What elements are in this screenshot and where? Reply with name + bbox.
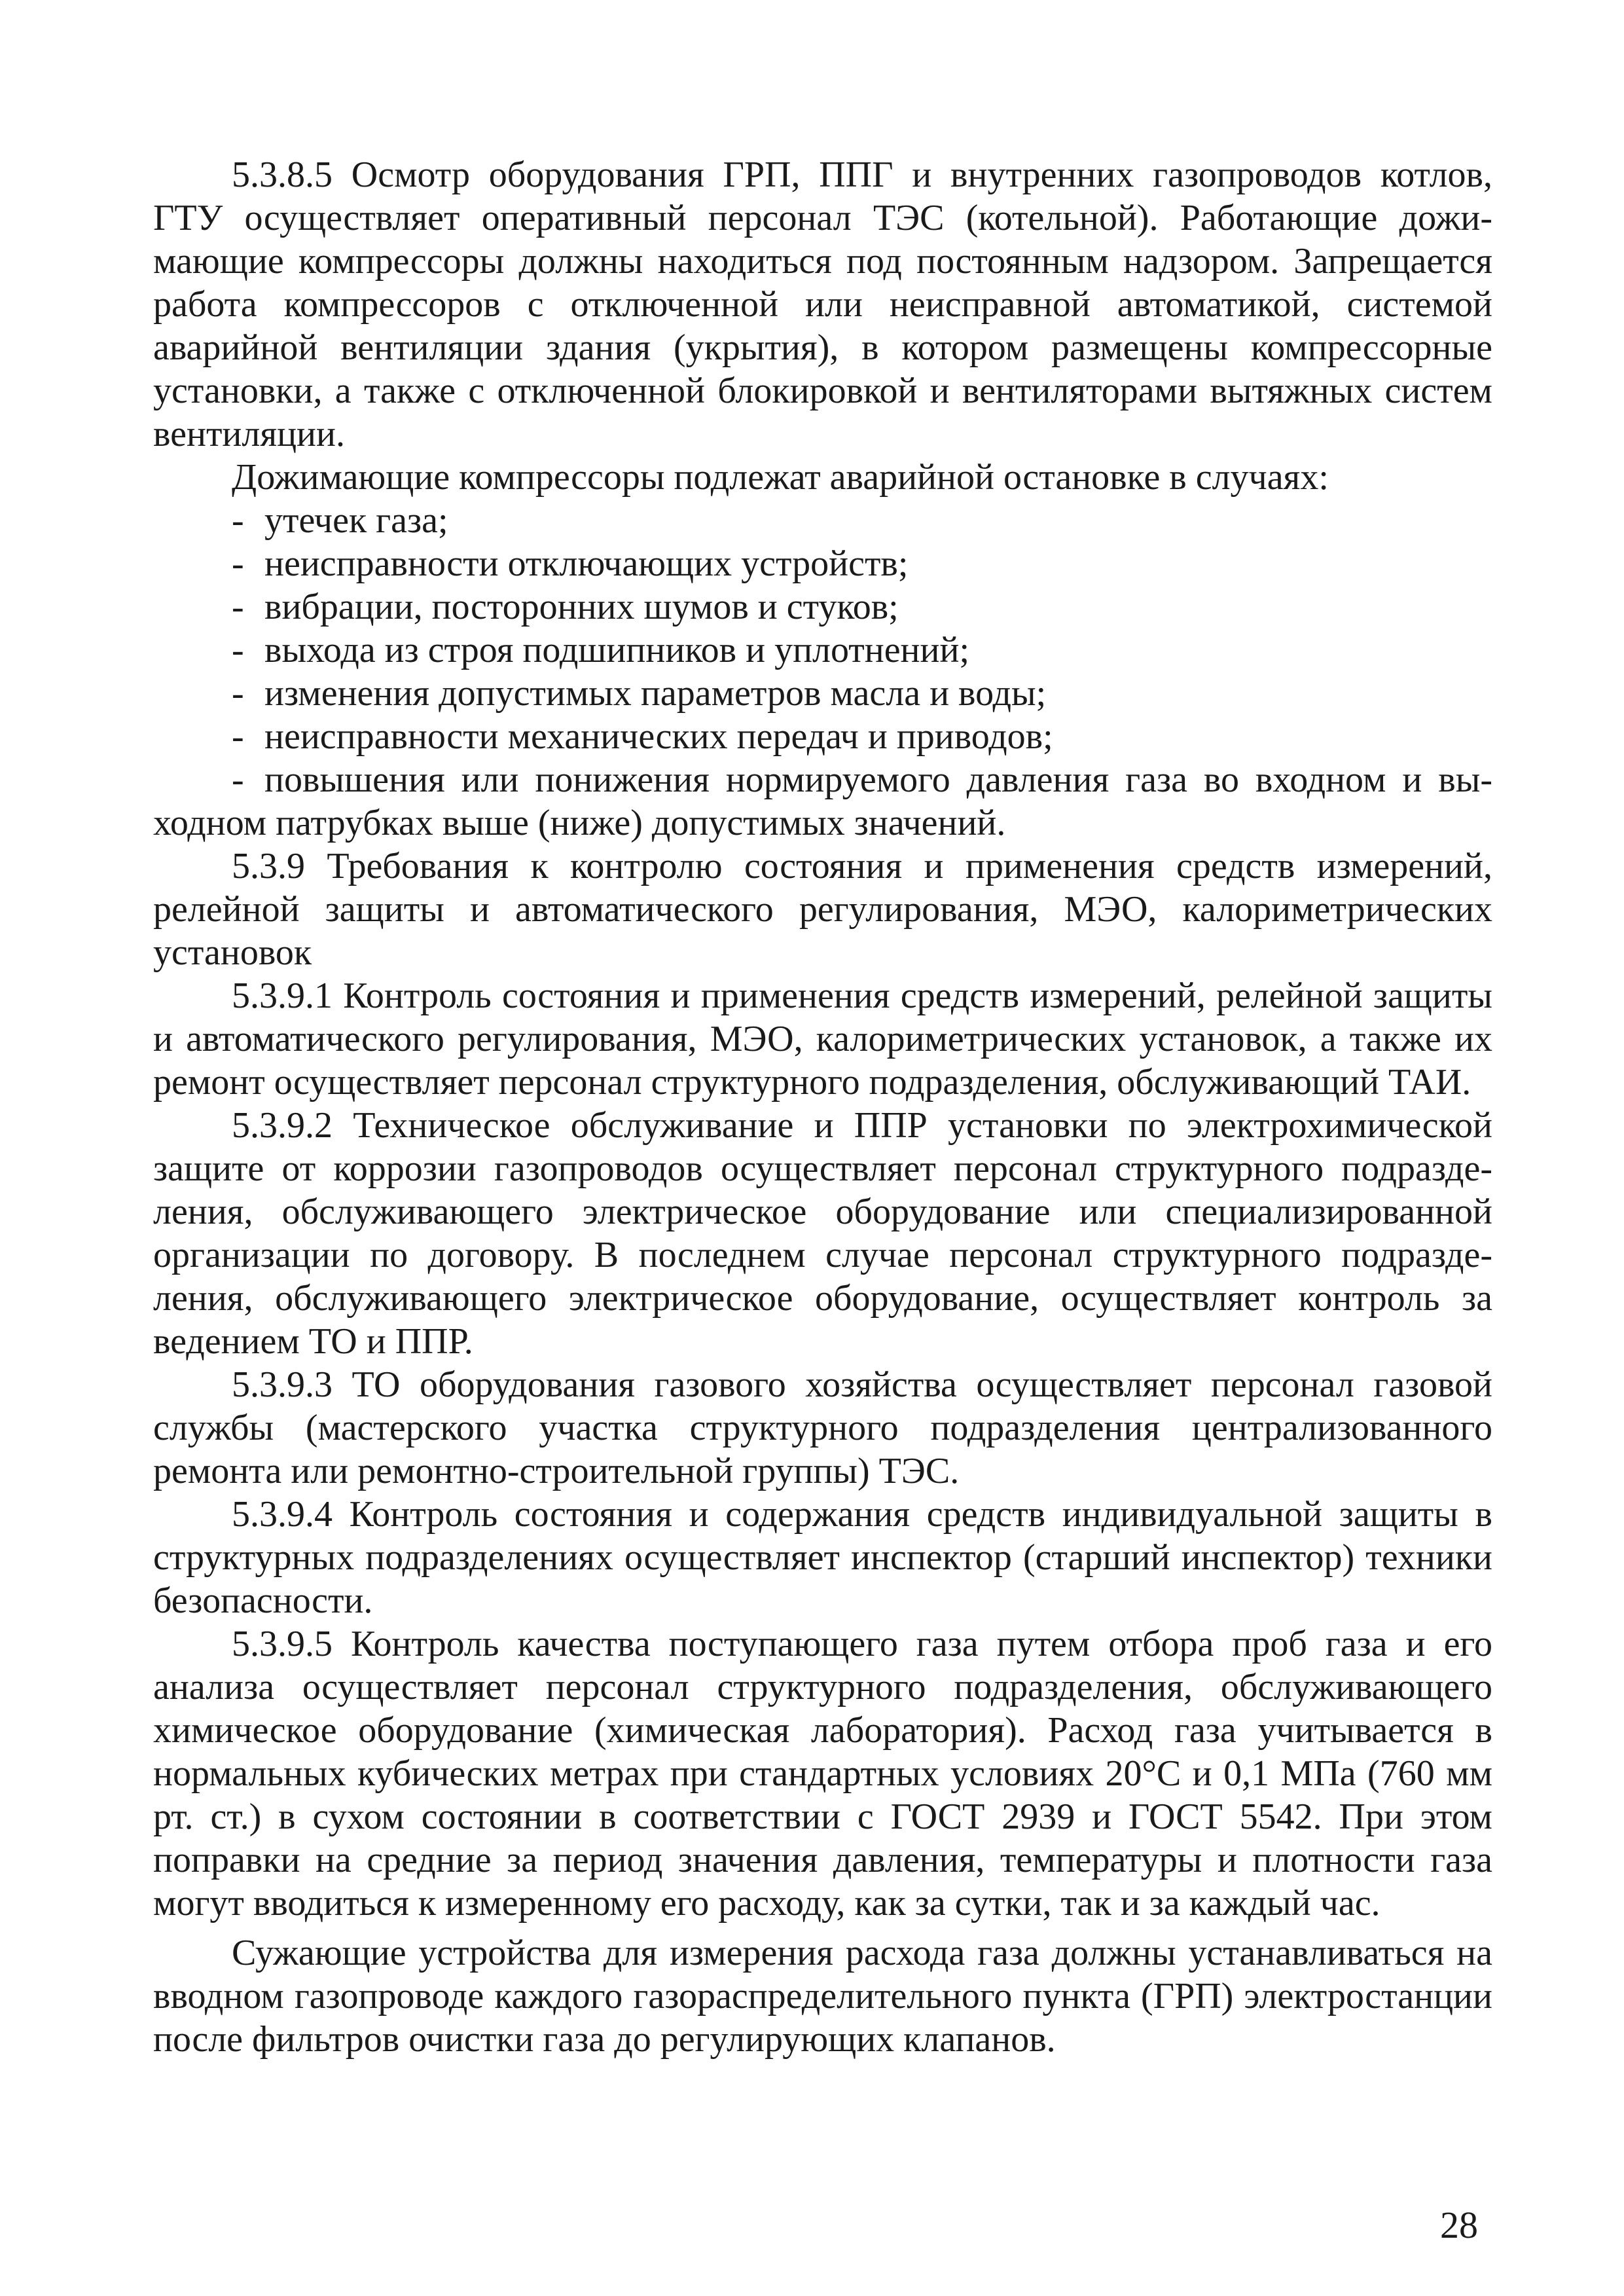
list-dash: - bbox=[232, 543, 244, 584]
list-item-text: неисправности отключающих устройств; bbox=[264, 543, 909, 584]
list-item-text: изменения допустимых параметров масла и воды; bbox=[264, 673, 1047, 714]
document-page bbox=[153, 153, 1492, 2061]
paragraph-narrowing-devices: Сужающие устройства для измерения расхода газа должны устанавливаться на вводном газопроводе каждого газораспределительного пункта (ГРП) электростанции после фильтров очистки газа до регулирующих клапанов. bbox=[153, 1933, 1492, 2060]
section-heading-5-3-9: 5.3.9 Требования к контролю состояния и применения средств измерений, релейной защиты и автоматического регулирования, МЭО, калориметрических установок bbox=[153, 846, 1492, 973]
list-item-text: повышения или понижения нормируемого давления газа во входном и выходном патрубках выше (ниже) допустимых значений. bbox=[153, 759, 1492, 843]
list-item-text: выхода из строя подшипников и уплотнений; bbox=[264, 630, 970, 670]
list-item bbox=[153, 715, 1492, 758]
list-dash: - bbox=[232, 716, 244, 757]
list-dash: - bbox=[232, 759, 244, 800]
list-dash: - bbox=[232, 500, 244, 541]
list-dash: - bbox=[232, 630, 244, 670]
list-item-text: вибрации, посторонних шумов и стуков; bbox=[264, 587, 899, 627]
page-number: 28 bbox=[1440, 2204, 1478, 2246]
list-item-text: утечек газа; bbox=[264, 500, 448, 541]
list-item bbox=[153, 629, 1492, 672]
list-item bbox=[153, 672, 1492, 715]
paragraph-5-3-9-5: 5.3.9.5 Контроль качества поступающего газа путем отбора проб газа и его анализа осуществляет персонал структурного подразделения, обслуживающего химическое оборудование (химическая лаборатория). Расход газа учитывается в нормальных кубических метрах при стандартных условиях 20°С и 0,1 МПа (760 мм рт. ст.) в сухом состоянии в соответствии с ГОСТ 2939 и ГОСТ 5542. При этом поправки на средние за период значения давления, температуры и плотности газа могут вводиться к измеренному его расходу, как за сутки, так и за каждый час. bbox=[153, 1624, 1492, 1923]
paragraph-emergency-stop-intro: Дожимающие компрессоры подлежат аварийной остановке в случаях: bbox=[232, 457, 1329, 498]
paragraph-5-3-9-3: 5.3.9.3 ТО оборудования газового хозяйства осуществляет персонал газовой службы (мастерского участка структурного подразделения централизованного ремонта или ремонтно-строительной группы) ТЭС. bbox=[153, 1364, 1492, 1491]
list-item bbox=[153, 585, 1492, 629]
list-item bbox=[153, 758, 1492, 845]
paragraph-5-3-9-1: 5.3.9.1 Контроль состояния и применения средств измерений, релейной защиты и автоматического регулирования, МЭО, калориметрических установок, а также их ремонт осуществляет персонал структурного подразделения, обслуживающий ТАИ. bbox=[153, 975, 1492, 1102]
list-item bbox=[153, 499, 1492, 542]
paragraph-5-3-9-4: 5.3.9.4 Контроль состояния и содержания средств индивидуальной защиты в структурных подразделениях осуществляет инспектор (старший инспектор) техники безопасности. bbox=[153, 1494, 1492, 1621]
list-item bbox=[153, 542, 1492, 585]
list-dash: - bbox=[232, 587, 244, 627]
emergency-stop-list bbox=[153, 499, 1492, 845]
list-dash: - bbox=[232, 673, 244, 714]
paragraph-5-3-8-5: 5.3.8.5 Осмотр оборудования ГРП, ППГ и внутренних газопроводов котлов, ГТУ осуществляет оперативный персонал ТЭС (котельной). Работающие дожимающие компрессоры должны находиться под постоянным надзором. Запрещается работа компрессоров с отключенной или неисправной автоматикой, системой аварийной вентиляции здания (укрытия), в котором размещены компрессорные установки, а также с отключенной блокировкой и вентиляторами вытяжных систем вентиляции. bbox=[153, 155, 1492, 454]
paragraph-5-3-9-2: 5.3.9.2 Техническое обслуживание и ППР установки по электрохимической защите от коррозии газопроводов осуществляет персонал структурного подразделения, обслуживающего электрическое оборудование или специализированной организации по договору. В последнем случае персонал структурного подразделения, обслуживающего электрическое оборудование, осуществляет контроль за ведением ТО и ППР. bbox=[153, 1105, 1492, 1362]
list-item-text: неисправности механических передач и приводов; bbox=[264, 716, 1053, 757]
